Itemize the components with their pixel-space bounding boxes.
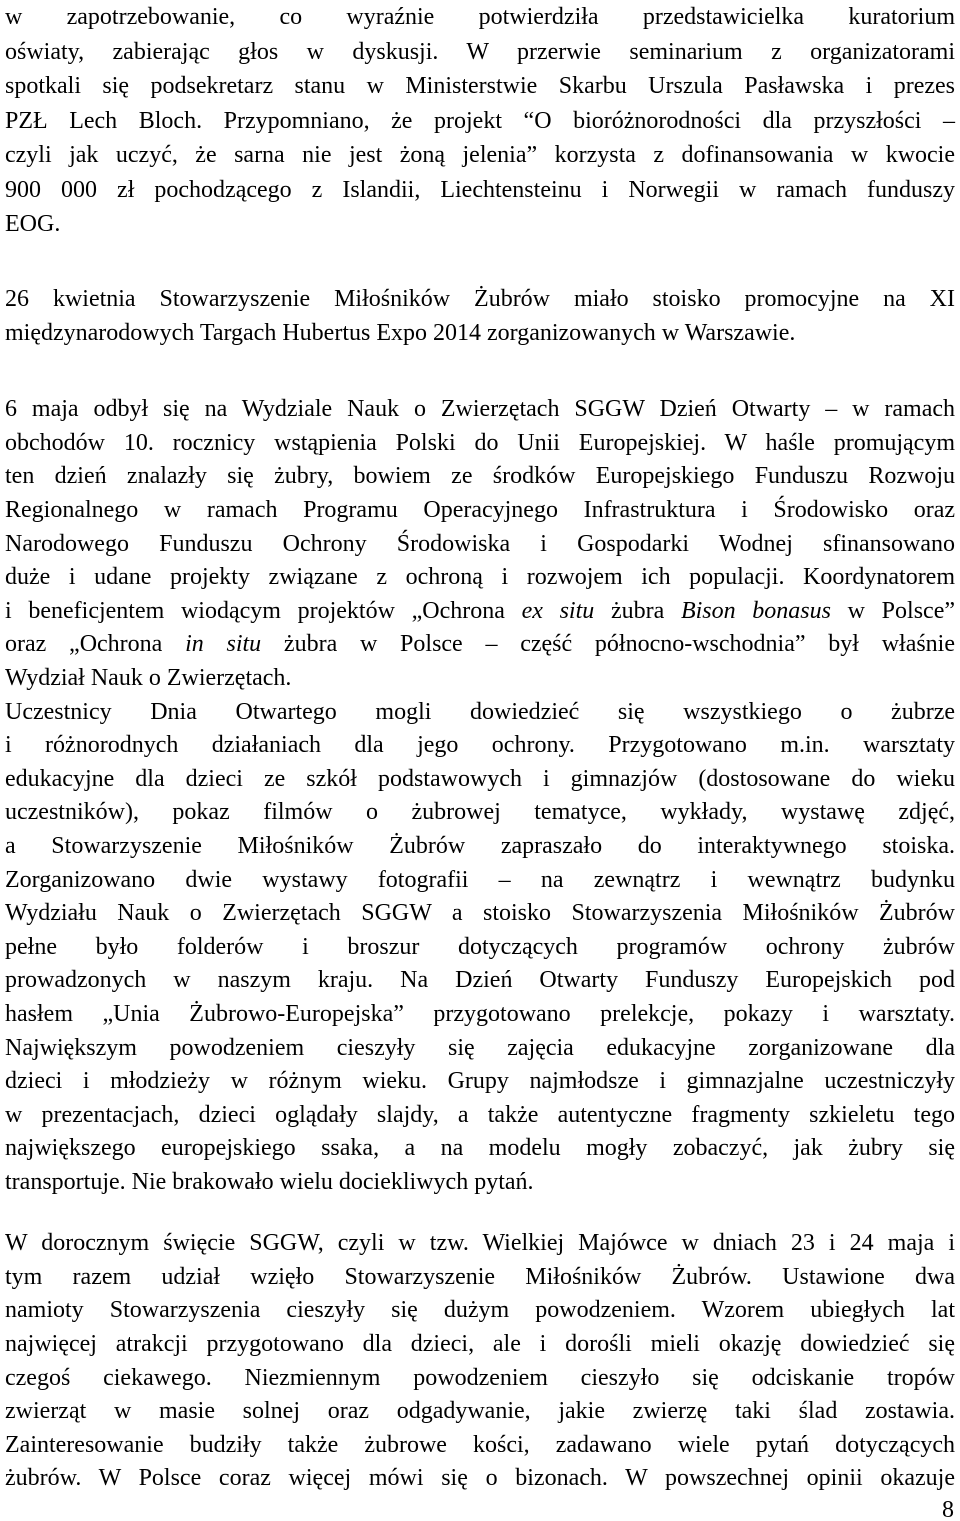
line-text: obchodów 10. rocznicy wstąpienia Polski do Unii Europejskiej. W haśle promującym [5,429,955,456]
text-line [5,998,955,1032]
line-text: uczestników), pokaz filmów o żubrowej tematyce, wykłady, wystawę zdjęć, [5,799,955,826]
line-text: dzieci i młodzieży w różnym wieku. Grupy najmłodsze i gimnazjalne uczestniczyły [5,1068,955,1095]
text-line [5,729,955,763]
text-line [5,897,955,931]
italic-text: Bison bonasus [680,597,831,624]
text-line [5,662,955,696]
text-line [5,696,955,730]
text-line [5,931,955,965]
line-text: Największym powodzeniem cieszyły się zajęcia edukacyjne zorganizowane dla [5,1034,955,1061]
text-line [5,1395,955,1429]
text-line [5,1227,955,1261]
text-line [5,283,955,317]
line-text: Regionalnego w ramach Programu Operacyjnego Infrastruktura i Środowisko oraz [5,496,955,523]
text-line [5,393,955,427]
text-line [5,595,955,629]
line-text: Wydział Nauk o Zwierzętach. [5,664,292,691]
line-text: Wydziału Nauk o Zwierzętach SGGW a stoisko Stowarzyszenia Miłośników Żubrów [5,900,955,927]
paragraph-hubertus-expo [5,283,955,350]
text-line [5,460,955,494]
text-line [5,830,955,864]
line-text: żubra w Polsce – część północno-wschodnia” był właśnie [261,631,955,658]
line-text: Uczestnicy Dnia Otwartego mogli dowiedzieć się wszystkiego o żubrze [5,698,955,725]
text-line [5,69,955,104]
text-line [5,104,955,139]
text-line [5,138,955,173]
text-line [5,427,955,461]
text-line [5,1328,955,1362]
text-line [5,1261,955,1295]
text-line [5,1099,955,1133]
line-text: ten dzień znalazły się żubry, bowiem ze środków Europejskiego Funduszu Rozwoju [5,463,955,490]
text-line [5,964,955,998]
line-text: czegoś ciekawego. Niezmiennym powodzeniem cieszyło się odciskanie tropów [5,1364,955,1391]
text-line [5,1065,955,1099]
line-text: EOG. [5,211,61,237]
line-text: pełne było folderów i broszur dotyczących programów ochrony żubrów [5,933,955,960]
line-text: namioty Stowarzyszenia cieszyły się dużym powodzeniem. Wzorem ubiegłych lat [5,1297,955,1324]
text-line [5,494,955,528]
line-text: żubrów. W Polsce coraz więcej mówi się o bizonach. W powszechnej opinii okazuje [5,1465,955,1492]
paragraph-sggw-majowka [5,1227,955,1496]
line-text: oraz „Ochrona [5,631,186,658]
text-line [5,1362,955,1396]
line-text: duże i udane projekty związane z ochroną i rozwojem ich populacji. Koordynatorem [5,564,955,591]
text-line [5,207,955,242]
line-text: Zorganizowano dwie wystawy fotografii – na zewnątrz i wewnątrz budynku [5,866,955,893]
text-line [5,628,955,662]
line-text: w zapotrzebowanie, co wyraźnie potwierdziła przedstawicielka kuratorium [5,4,955,30]
line-text: czyli jak uczyć, że sarna nie jest żoną jelenia” korzysta z dofinansowania w kwocie [5,142,955,168]
line-text: żubra [594,597,681,624]
italic-text: in situ [185,631,262,658]
line-text: spotkali się podsekretarz stanu w Ministerstwie Skarbu Urszula Pasławska i prezes [5,73,955,99]
line-text: transportuje. Nie brakowało wielu dociekliwych pytań. [5,1168,534,1195]
text-line [5,1166,955,1200]
text-line [5,796,955,830]
line-text: międzynarodowych Targach Hubertus Expo 2014 zorganizowanych w Warszawie. [5,319,796,346]
text-line [5,1462,955,1496]
line-text: Zainteresowanie budziły także żubrowe kości, zadawano wiele pytań dotyczących [5,1431,955,1458]
line-text: i różnorodnych działaniach dla jego ochrony. Przygotowano m.in. warsztaty [5,732,955,759]
line-text: zwierząt w masie solnej oraz odgadywanie, jakie zwierzę taki ślad zostawia. [5,1398,955,1425]
line-text: W dorocznym święcie SGGW, czyli w tzw. Wielkiej Majówce w dniach 23 i 24 maja i [5,1230,955,1257]
paragraph-open-day-participants [5,696,955,1200]
text-line [5,0,955,35]
text-line [5,173,955,208]
line-text: 6 maja odbył się na Wydziale Nauk o Zwierzętach SGGW Dzień Otwarty – w ramach [5,396,955,423]
text-line [5,864,955,898]
line-text: 900 000 zł pochodzącego z Islandii, Liechtensteinu i Norwegii w ramach funduszy [5,176,955,203]
line-text: hasłem „Unia Żubrowo-Europejska” przygotowano prelekcje, pokazy i warsztaty. [5,1000,955,1027]
line-text: prowadzonych w naszym kraju. Na Dzień Otwarty Funduszy Europejskich pod [5,967,955,994]
page-number: 8 [942,1497,954,1521]
text-line [5,35,955,70]
text-line [5,763,955,797]
text-line [5,1429,955,1463]
text-line [5,1294,955,1328]
text-line [5,561,955,595]
line-text: największego europejskiego ssaka, a na modelu mogły zobaczyć, jak żubry się [5,1135,955,1162]
line-text: 26 kwietnia Stowarzyszenie Miłośników Żubrów miało stoisko promocyjne na XI [5,286,955,313]
line-text: w prezentacjach, dzieci oglądały slajdy, a także autentyczne fragmenty szkieletu tego [5,1101,955,1128]
text-line [5,1132,955,1166]
line-text: PZŁ Lech Bloch. Przypomniano, że projekt “O bioróżnorodności dla przyszłości – [5,107,955,134]
line-text: tym razem udział wzięło Stowarzyszenie Miłośników Żubrów. Ustawione dwa [5,1263,955,1290]
line-text: w Polsce” [830,597,955,624]
paragraph-seminar-continuation [5,0,955,242]
text-line [5,317,955,351]
italic-text: ex situ [521,597,595,624]
line-text: oświaty, zabierając głos w dyskusji. W przerwie seminarium z organizatorami [5,38,955,65]
line-text: a Stowarzyszenie Miłośników Żubrów zapraszało do interaktywnego stoiska. [5,832,955,859]
line-text: Narodowego Funduszu Ochrony Środowiska i Gospodarki Wodnej sfinansowano [5,530,955,557]
line-text: edukacyjne dla dzieci ze szkół podstawowych i gimnazjów (dostosowane do wieku [5,765,955,792]
paragraph-open-day [5,393,955,695]
text-line [5,528,955,562]
line-text: najwięcej atrakcji przygotowano dla dzieci, ale i dorośli mieli okazję dowiedzieć się [5,1330,955,1357]
text-line [5,1032,955,1066]
line-text: i beneficjentem wiodącym projektów „Ochrona [5,597,522,624]
